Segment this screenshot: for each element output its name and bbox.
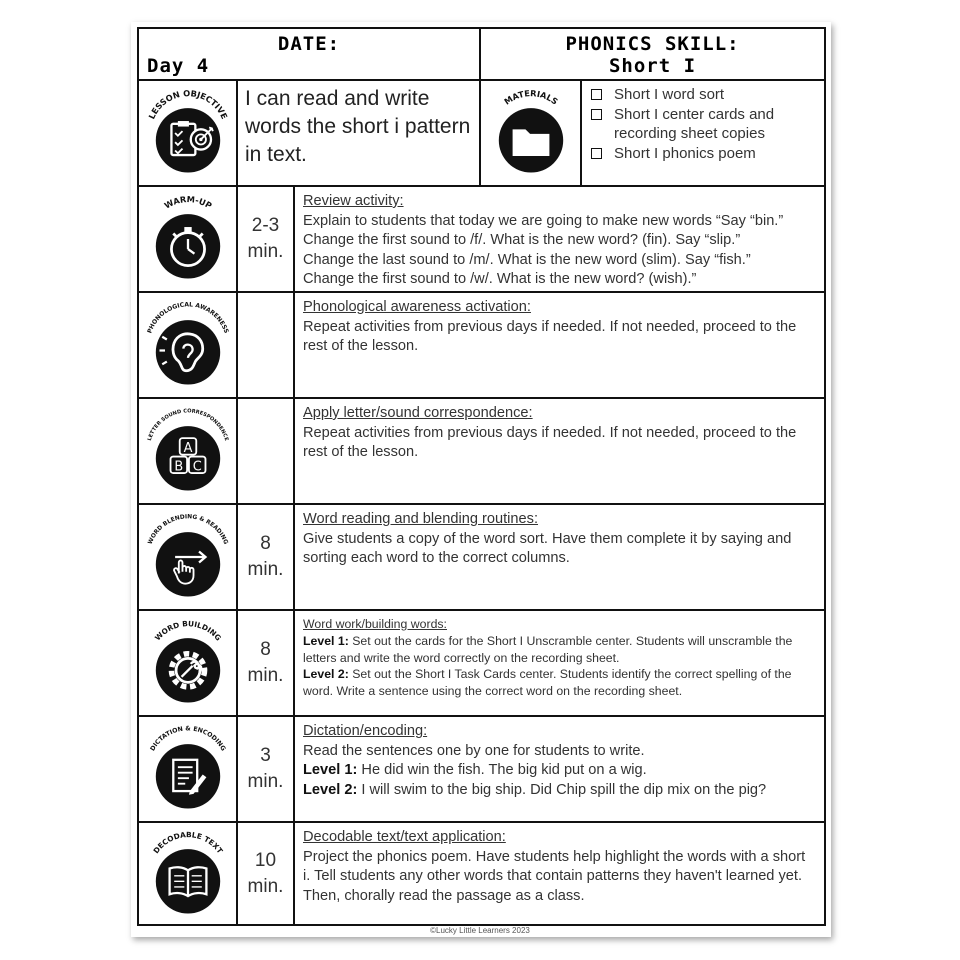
lesson-plan-table xyxy=(137,27,826,926)
warm-up-badge xyxy=(138,186,237,292)
phonological-awareness-content: Phonological awareness activation: Repeat activities from previous days if needed. If not needed, proceed to the rest of the lesson. xyxy=(294,292,825,398)
clipboard-target-icon xyxy=(142,87,234,179)
checkbox-icon xyxy=(591,148,602,159)
letter-sound-content: Apply letter/sound correspondence: Repeat activities from previous days if needed. If not needed, proceed to the rest of the lesson. xyxy=(294,398,825,504)
material-item: Short I center cards and recording sheet copies xyxy=(590,105,824,144)
stopwatch-icon xyxy=(142,193,234,285)
svg-text:PHONOLOGICAL AWARENESS: PHONOLOGICAL AWARENESS xyxy=(145,301,230,335)
section-title: Decodable text/text application: xyxy=(303,829,506,845)
letter-sound-badge xyxy=(138,398,237,504)
word-building-content: Word work/building words: Level 1: Set out the cards for the Short I Unscramble center. Students will unscramble the letters and write the word correctly on the recording sheet. Level 2: Set out the Short I Task Cards center. Students identify the correct spelling of the word. Write a sentence using the correct word on the recording sheet. xyxy=(294,610,825,716)
decodable-text-badge xyxy=(138,822,237,925)
section-title: Word reading and blending routines: xyxy=(303,511,539,527)
svg-text:WORD BUILDING: WORD BUILDING xyxy=(152,619,223,643)
materials-list-cell xyxy=(581,80,825,186)
phonological-awareness-badge xyxy=(138,292,237,398)
svg-text:LESSON OBJECTIVE: LESSON OBJECTIVE xyxy=(145,88,230,121)
svg-text:WORD BLENDING & READING: WORD BLENDING & READING xyxy=(147,514,228,546)
section-title: Phonological awareness activation: xyxy=(303,299,531,315)
date-label: DATE: xyxy=(277,33,341,55)
warm-up-content: Review activity: Explain to students that today we are going to make new words “Say “bin.” Change the first sound to /f/. What is the new word? (fin). Say “slip.” Change the last sound to /m/. What is the new word (slim). Say “fish.” Change the first sound to /w/. What is the new word? (wish).” xyxy=(294,186,825,292)
word-blending-badge xyxy=(138,504,237,610)
lesson-objective-badge xyxy=(138,80,237,186)
pointing-hand-icon xyxy=(142,511,234,603)
phonics-skill-cell xyxy=(480,28,825,80)
svg-text:MATERIALS: MATERIALS xyxy=(501,88,560,107)
dictation-badge xyxy=(138,716,237,822)
decodable-text-content: Decodable text/text application: Project the phonics poem. Have students help highlight the words with a short i. Tell students any other words that contain patterns they haven't learned yet. Then, chorally read the passage as a class. xyxy=(294,822,825,925)
checkbox-icon xyxy=(591,109,602,120)
phonics-skill-value: Short I xyxy=(608,55,697,77)
time-cell: 10 min. xyxy=(237,822,294,925)
phonics-skill-label: PHONICS SKILL: xyxy=(565,33,740,55)
section-title: Dictation/encoding: xyxy=(303,723,428,739)
section-title: Review activity: xyxy=(303,193,404,209)
svg-text:B: B xyxy=(173,459,183,475)
time-cell: 3 min. xyxy=(237,716,294,822)
time-cell xyxy=(237,398,294,504)
lesson-objective-text: I can read and write words the short i pattern in text. xyxy=(237,80,480,186)
material-item: Short I phonics poem xyxy=(590,144,824,164)
checkbox-icon xyxy=(591,89,602,100)
gear-wrench-icon xyxy=(142,617,234,709)
date-cell xyxy=(138,28,480,80)
ear-icon xyxy=(142,299,234,391)
time-cell: 2-3 min. xyxy=(237,186,294,292)
time-cell xyxy=(237,292,294,398)
materials-badge xyxy=(480,80,581,186)
svg-text:DICTATION & ENCODING: DICTATION & ENCODING xyxy=(148,725,227,753)
abc-blocks-icon xyxy=(142,405,234,497)
svg-text:WARM-UP: WARM-UP xyxy=(161,194,214,211)
material-item: Short I word sort xyxy=(590,85,824,105)
svg-text:C: C xyxy=(192,459,202,475)
dictation-content: Dictation/encoding: Read the sentences one by one for students to write. Level 1: He did win the fish. The big kid put on a wig. Level 2: I will swim to the big ship. Did Chip spill the dip mix on the pig? xyxy=(294,716,825,822)
day-label: Day 4 xyxy=(147,55,210,77)
section-title: Word work/building words: xyxy=(303,617,447,631)
svg-text:LETTER SOUND CORRESPONDENCE: LETTER SOUND CORRESPONDENCE xyxy=(146,408,229,442)
materials-list xyxy=(582,81,824,163)
time-cell: 8 min. xyxy=(237,504,294,610)
open-book-icon xyxy=(142,828,234,920)
time-cell: 8 min. xyxy=(237,610,294,716)
paper-pencil-icon xyxy=(142,723,234,815)
section-title: Apply letter/sound correspondence: xyxy=(303,405,533,421)
word-blending-content: Word reading and blending routines: Give students a copy of the word sort. Have them complete it by saying and sorting each word to the correct columns. xyxy=(294,504,825,610)
svg-text:DECODABLE TEXT: DECODABLE TEXT xyxy=(150,829,225,855)
folder-icon xyxy=(485,87,577,179)
copyright-footer: ©Lucky Little Learners 2023 xyxy=(430,926,530,935)
svg-text:A: A xyxy=(183,440,192,456)
word-building-badge xyxy=(138,610,237,716)
